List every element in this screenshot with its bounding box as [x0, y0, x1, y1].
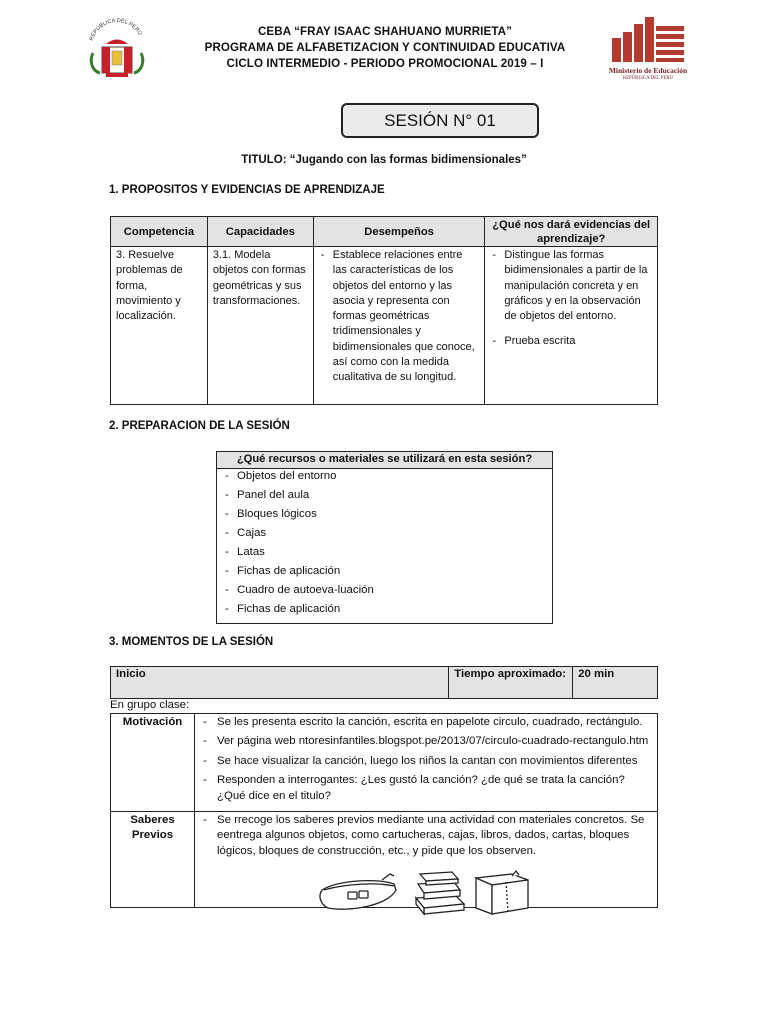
section2-heading: 2. PREPARACION DE LA SESIÓN: [109, 420, 290, 432]
material-item: - Fichas de aplicación: [223, 564, 548, 583]
tiempo-value: 20 min: [573, 667, 658, 699]
evidencia-item: - Prueba escrita: [490, 334, 652, 349]
col-evidencias: ¿Qué nos dará evidencias del aprendizaje?: [485, 217, 658, 247]
motivacion-label: Motivación: [111, 714, 195, 812]
minedu-country: REPÚBLICA DEL PERÚ: [622, 76, 674, 81]
evidencia-item: - Distingue las formas bidimensionales a partir de la manipulación concreta y en gráficos y en la observación de objetos del entorno.: [490, 248, 652, 324]
material-item: - Fichas de aplicación: [223, 602, 548, 621]
section3-heading: 3. MOMENTOS DE LA SESIÓN: [109, 636, 274, 648]
school-name: CEBA “FRAY ISAAC SHAHUANO MURRIETA”: [257, 25, 513, 38]
material-item: - Panel del aula: [223, 488, 548, 507]
materials-table: [216, 451, 553, 624]
saberes-item: - Se rrecoge los saberes previos mediante una actividad con materiales concretos. Se eentrega algunos objetos, como cartucheras, cajas, libros, dados, cartas, bloques lógicos, bloques de construcción, etc., y pide que los observen.: [199, 813, 649, 859]
school-objects-illustration: [318, 868, 538, 916]
motivacion-item: - Ver página web ntoresinfantiles.blogspot.pe/2013/07/circulo-cuadrado-rectangulo.htm: [199, 734, 649, 749]
purposes-table: [110, 216, 658, 405]
col-competencia: Competencia: [111, 217, 208, 247]
material-item: - Bloques lógicos: [223, 507, 548, 526]
purposes-row: [111, 247, 658, 405]
books-icon: [416, 872, 464, 914]
motivacion-cell: [195, 714, 658, 812]
session-number: SESIÓN N° 01: [384, 110, 496, 130]
saberes-label: [111, 812, 195, 908]
material-item: - Latas: [223, 545, 548, 564]
col-capacidades: Capacidades: [207, 217, 313, 247]
evidencias-cell: [485, 247, 658, 405]
tiempo-label: Tiempo aproximado:: [449, 667, 573, 699]
materials-cell: [217, 469, 553, 624]
crest-text: REPÚBLICA DEL PERÚ: [88, 17, 143, 42]
section1-heading: 1. PROPOSITOS Y EVIDENCIAS DE APRENDIZAJE: [109, 184, 385, 196]
capacidades-cell: 3.1. Modela objetos con formas geométricas y sus transformaciones.: [207, 247, 313, 405]
material-item: - Cajas: [223, 526, 548, 545]
document-header: [150, 24, 620, 72]
minedu-name: Ministerio de Educación: [608, 66, 688, 75]
cycle-period: CICLO INTERMEDIO - PERIODO PROMOCIONAL 2019 – I: [226, 57, 544, 70]
session-titulo: TITULO: “Jugando con las formas bidimensionales”: [241, 154, 527, 166]
material-item: - Objetos del entorno: [223, 469, 548, 488]
competencia-cell: 3. Resuelve problemas de forma, movimiento y localización.: [111, 247, 208, 405]
material-item: - Cuadro de autoeva-luación: [223, 583, 548, 602]
purposes-header-row: [111, 217, 658, 247]
session-title-box: [341, 103, 539, 138]
grupo-clase-label: En grupo clase:: [110, 699, 190, 711]
saberes-label-text: Saberes Previos: [130, 814, 175, 842]
motivacion-row: [111, 714, 658, 812]
materials-header: ¿Qué recursos o materiales se utilizará en esta sesión?: [217, 452, 553, 469]
program-name: PROGRAMA DE ALFABETIZACION Y CONTINUIDAD EDUCATIVA: [204, 41, 566, 54]
peru-coat-of-arms-logo: [84, 13, 150, 83]
inicio-label: Inicio: [111, 667, 449, 699]
desempeno-item: - Establece relaciones entre las características de los objetos del entorno y las asocia y representa con formas geométricas tridimensionales y bidimensionales que conoce, así como con la medida cualitativa de su longitud.: [319, 248, 480, 386]
col-desempenos: Desempeños: [313, 217, 485, 247]
inicio-header-table: [110, 666, 658, 699]
motivacion-item: - Responden a interrogantes: ¿Les gustó la canción? ¿de qué se trata la canción? ¿Qué dice en el titulo?: [199, 773, 649, 804]
pencil-case-icon: [320, 874, 396, 909]
motivacion-item: - Se hace visualizar la canción, luego los niños la cantan con movimientos diferentes: [199, 754, 649, 769]
desempenos-cell: [313, 247, 485, 405]
motivacion-item: - Se les presenta escrito la canción, escrita en papelote circulo, cuadrado, rectángulo.: [199, 715, 649, 730]
box-icon: [476, 871, 528, 914]
